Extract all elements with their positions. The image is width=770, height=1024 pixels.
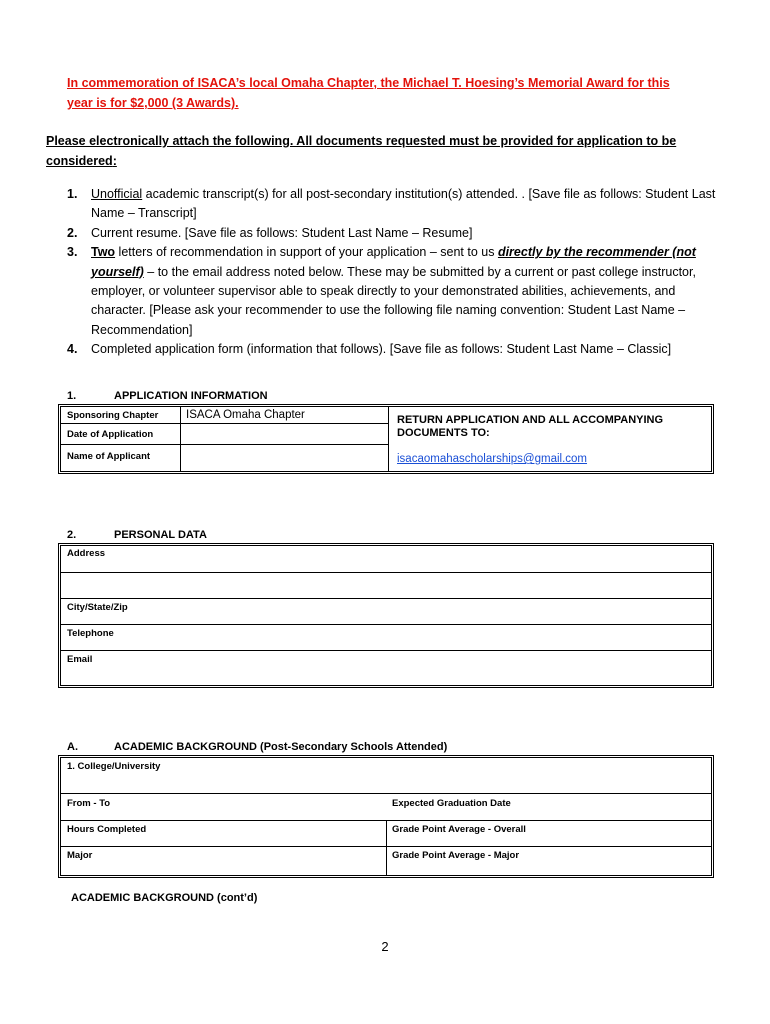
expected-graduation-label: Expected Graduation Date <box>392 798 511 809</box>
name-of-applicant-field[interactable] <box>181 445 387 470</box>
requirement-text: academic transcript(s) for all post-secondary institution(s) attended. . [Save file as follows: Student Last Name – Transcript] <box>91 187 716 221</box>
requirement-number: 4. <box>67 342 78 357</box>
scholarship-email-link[interactable]: isacaomahascholarships@gmail.com <box>397 453 588 465</box>
section-number: A. <box>67 741 78 753</box>
college-university-field[interactable] <box>61 774 711 792</box>
personal-data-heading <box>67 529 467 543</box>
sponsoring-chapter-label: Sponsoring Chapter <box>67 410 159 421</box>
attachment-colon: : <box>112 154 117 168</box>
requirement-text: Completed application form (information that follows). [Save file as follows: Student Last Name – Classic] <box>91 342 672 357</box>
requirement-text: letters of recommendation in support of your application – sent to us <box>115 245 498 260</box>
sponsoring-chapter-value[interactable]: ISACA Omaha Chapter <box>186 409 305 421</box>
requirement-number: 2. <box>67 225 78 240</box>
requirements-list <box>67 185 717 360</box>
attachment-instructions <box>46 131 726 171</box>
section-number: 1. <box>67 390 77 402</box>
two-text: Two <box>91 245 116 260</box>
requirement-text: – to the email address noted below. These may be submitted by a current or past college instructor, employer, or volunteer supervisor able to speak directly to your demonstrated abilities, achievements, and character. [Please ask your recommender to use the following file naming convention: Student Last Name – Recommendation] <box>91 264 696 337</box>
telephone-label: Telephone <box>67 628 114 639</box>
date-of-application-field[interactable] <box>181 424 387 443</box>
attachment-instructions-line2: considered <box>46 154 113 168</box>
hours-completed-label: Hours Completed <box>67 824 147 835</box>
email-field[interactable] <box>110 651 710 684</box>
city-state-zip-label: City/State/Zip <box>67 602 128 613</box>
award-intro-line1: In commemoration of ISACA’s local Omaha Chapter, the Michael T. Hoesing’s Memorial Award for this <box>67 76 670 90</box>
section-title: ACADEMIC BACKGROUND (Post-Secondary Schools Attended) <box>114 741 448 753</box>
table-divider <box>61 793 711 794</box>
requirement-item <box>67 185 717 224</box>
academic-background-contd: ACADEMIC BACKGROUND (cont’d) <box>71 892 258 904</box>
table-divider <box>386 820 387 875</box>
gpa-overall-label: Grade Point Average - Overall <box>392 824 526 835</box>
section-title: PERSONAL DATA <box>114 529 207 541</box>
from-to-label: From - To <box>67 798 111 809</box>
college-university-label: 1. College/University <box>67 761 161 772</box>
return-application-heading: RETURN APPLICATION AND ALL ACCOMPANYING DOCUMENTS TO: <box>397 414 664 439</box>
attachment-instructions-line1: Please electronically attach the following. All documents requested must be provided for application to be <box>46 134 677 148</box>
date-of-application-label: Date of Application <box>67 429 154 440</box>
gpa-major-label: Grade Point Average - Major <box>392 850 520 861</box>
section-number: 2. <box>67 529 77 541</box>
award-intro-line2: year is for $2,000 (3 Awards). <box>67 96 239 110</box>
award-intro <box>67 73 707 113</box>
address-label: Address <box>67 548 106 559</box>
requirement-number: 3. <box>67 245 78 260</box>
section-title: APPLICATION INFORMATION <box>114 390 268 402</box>
requirement-item <box>67 224 717 243</box>
name-of-applicant-label: Name of Applicant <box>67 451 151 462</box>
major-label: Major <box>67 850 93 861</box>
requirement-text: Current resume. [Save file as follows: Student Last Name – Resume] <box>91 225 473 240</box>
email-label: Email <box>67 654 93 665</box>
requirement-item <box>67 243 717 340</box>
city-state-zip-field[interactable] <box>140 599 710 623</box>
application-info-heading <box>67 390 467 404</box>
table-divider <box>388 407 389 471</box>
requirement-item <box>67 340 717 359</box>
page-number: 2 <box>381 939 389 954</box>
requirement-number: 1. <box>67 187 78 201</box>
unofficial-text: Unofficial <box>91 187 143 201</box>
recommender-emphasis: directly by the recommender (not yourself) <box>91 245 696 279</box>
telephone-field[interactable] <box>130 625 710 649</box>
academic-background-heading <box>67 741 567 755</box>
address-field[interactable] <box>61 560 711 597</box>
